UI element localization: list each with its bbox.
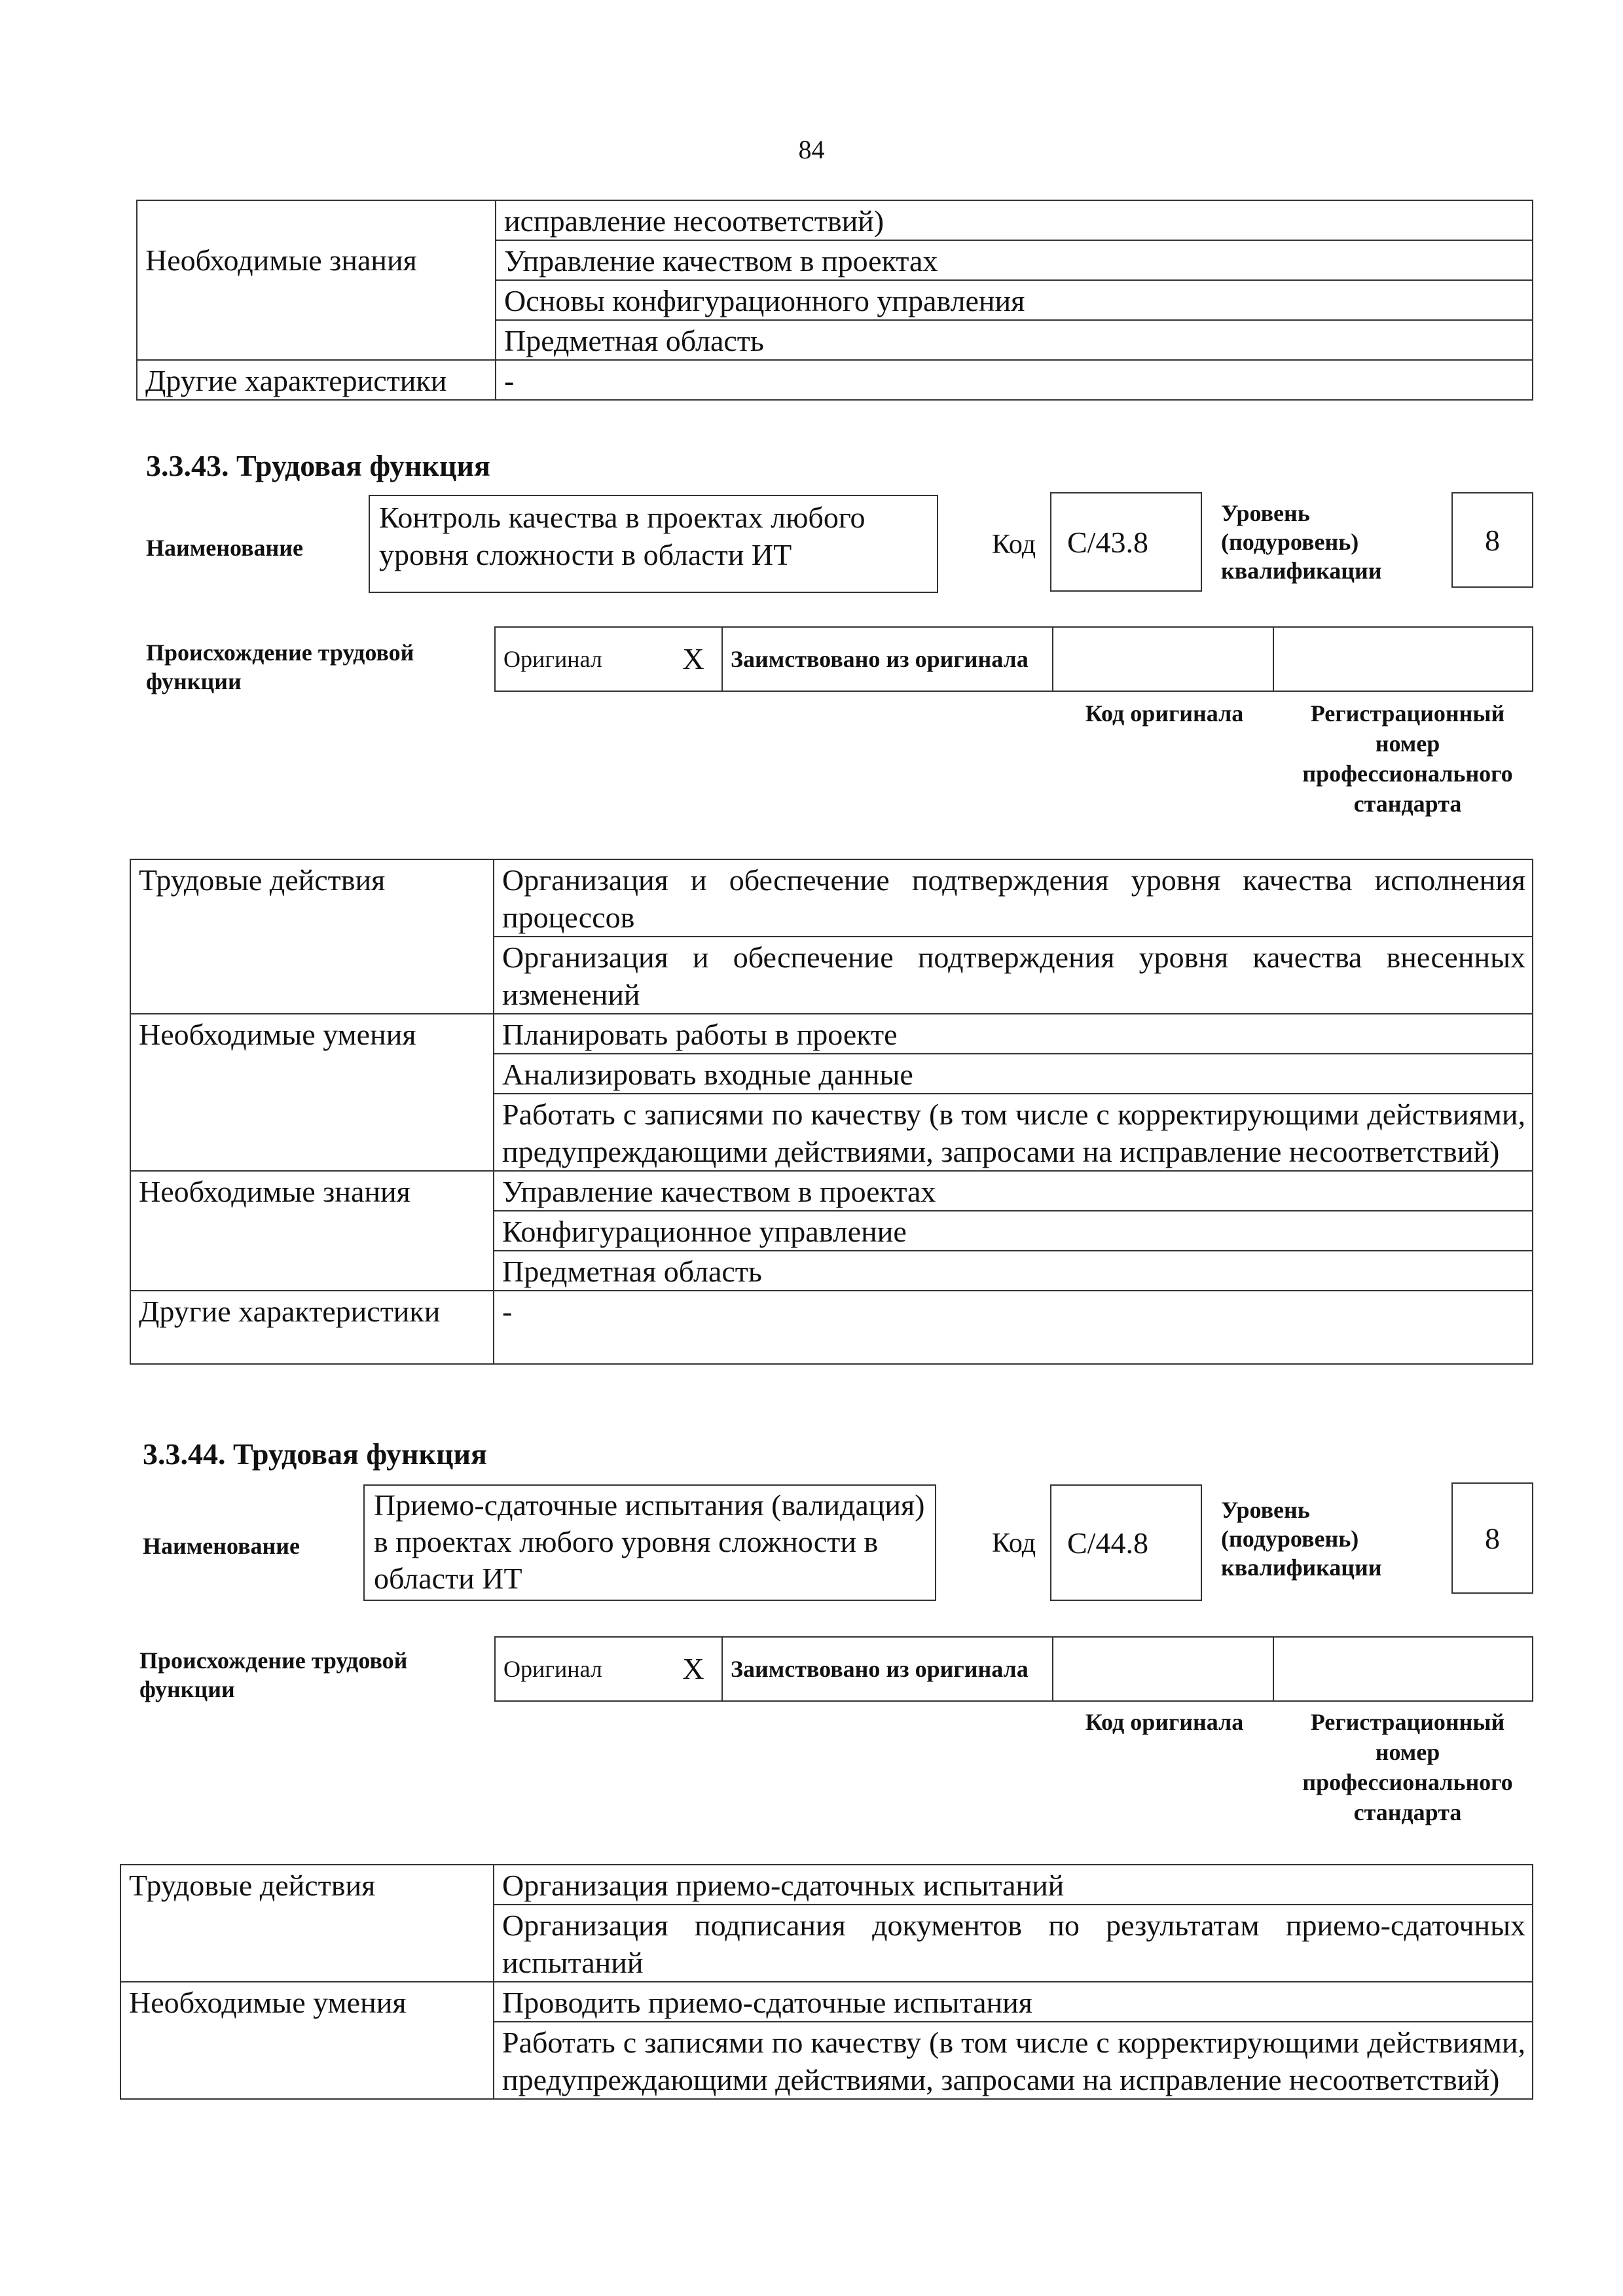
origin-table	[494, 626, 1533, 692]
continuation-text: исправление несоответствий)	[496, 200, 1533, 240]
reg-number-caption: Регистрационный номер профессионального стандарта	[1302, 700, 1513, 817]
knowledge-label: Необходимые знания	[137, 240, 496, 280]
knowledge-item: Предметная область	[496, 320, 1533, 360]
code-label: Код	[992, 529, 1036, 560]
code-original-caption: Код оригинала	[1085, 1709, 1244, 1735]
other-label: Другие характеристики	[130, 1291, 494, 1364]
code-value: C/44.8	[1050, 1484, 1202, 1601]
actions-label: Трудовые действия	[130, 859, 494, 937]
skills-label: Необходимые умения	[130, 1014, 494, 1054]
origin-label: Происхождение трудовой функции	[139, 1647, 408, 1702]
top-table	[136, 200, 1533, 401]
code-original-cell	[1053, 1637, 1273, 1701]
reg-number-cell	[1273, 1637, 1533, 1701]
knowledge-item: Управление качеством в проектах	[494, 1171, 1533, 1211]
reg-number-caption: Регистрационный номер профессионального стандарта	[1302, 1709, 1513, 1825]
level-value: 8	[1451, 492, 1533, 588]
knowledge-item: Управление качеством в проектах	[496, 240, 1533, 280]
name-label: Наименование	[143, 1533, 300, 1559]
action-item: Организация подписания документов по результатам приемо-сдаточных испытаний	[494, 1905, 1533, 1982]
skill-item: Работать с записями по качеству (в том числе с корректирующими действиями, предупреждающими действиями, запросами на исправление несоответствий)	[494, 2022, 1533, 2099]
knowledge-item: Конфигурационное управление	[494, 1211, 1533, 1251]
knowledge-item: Основы конфигурационного управления	[496, 280, 1533, 320]
skill-item: Проводить приемо-сдаточные испытания	[494, 1982, 1533, 2022]
level-label: Уровень (подуровень) квалификации	[1221, 1497, 1382, 1581]
other-value: -	[496, 360, 1533, 400]
skills-label: Необходимые умения	[120, 1982, 494, 2022]
action-item: Организация приемо-сдаточных испытаний	[494, 1865, 1533, 1905]
original-mark: X	[665, 627, 722, 691]
original-mark: X	[665, 1637, 722, 1701]
borrowed-label: Заимствовано из оригинала	[722, 1637, 1053, 1701]
code-original-caption: Код оригинала	[1085, 700, 1244, 726]
reg-number-cell	[1273, 627, 1533, 691]
code-label: Код	[992, 1528, 1036, 1558]
actions-label: Трудовые действия	[120, 1865, 494, 1905]
other-value: -	[494, 1291, 1533, 1364]
code-original-cell	[1053, 627, 1273, 691]
origin-label: Происхождение трудовой функции	[146, 639, 414, 694]
name-label: Наименование	[146, 535, 303, 561]
borrowed-label: Заимствовано из оригинала	[722, 627, 1053, 691]
other-label: Другие характеристики	[137, 360, 496, 400]
original-label: Оригинал	[495, 1637, 665, 1701]
origin-table	[494, 1636, 1533, 1702]
code-value: C/43.8	[1050, 492, 1202, 592]
knowledge-label: Необходимые знания	[130, 1171, 494, 1211]
skill-item: Работать с записями по качеству (в том числе с корректирующими действиями, предупреждающими действиями, запросами на исправление несоответствий)	[494, 1094, 1533, 1171]
section-44-table	[120, 1864, 1533, 2100]
action-item: Организация и обеспечение подтверждения уровня качества внесенных изменений	[494, 937, 1533, 1014]
level-value: 8	[1451, 1482, 1533, 1594]
page-number: 84	[798, 135, 825, 164]
section-44-title: 3.3.44. Трудовая функция	[143, 1437, 487, 1471]
original-label: Оригинал	[495, 627, 665, 691]
skill-item: Анализировать входные данные	[494, 1054, 1533, 1094]
skill-item: Планировать работы в проекте	[494, 1014, 1533, 1054]
section-43-title: 3.3.43. Трудовая функция	[146, 449, 490, 482]
action-item: Организация и обеспечение подтверждения уровня качества исполнения процессов	[494, 859, 1533, 937]
name-value: Приемо-сдаточные испытания (валидация) в проектах любого уровня сложности в области ИТ	[363, 1484, 936, 1601]
section-43-table	[130, 859, 1533, 1365]
name-value: Контроль качества в проектах любого уровня сложности в области ИТ	[369, 495, 938, 593]
knowledge-item: Предметная область	[494, 1251, 1533, 1291]
empty-label-cell	[137, 200, 496, 240]
level-label: Уровень (подуровень) квалификации	[1221, 500, 1382, 584]
